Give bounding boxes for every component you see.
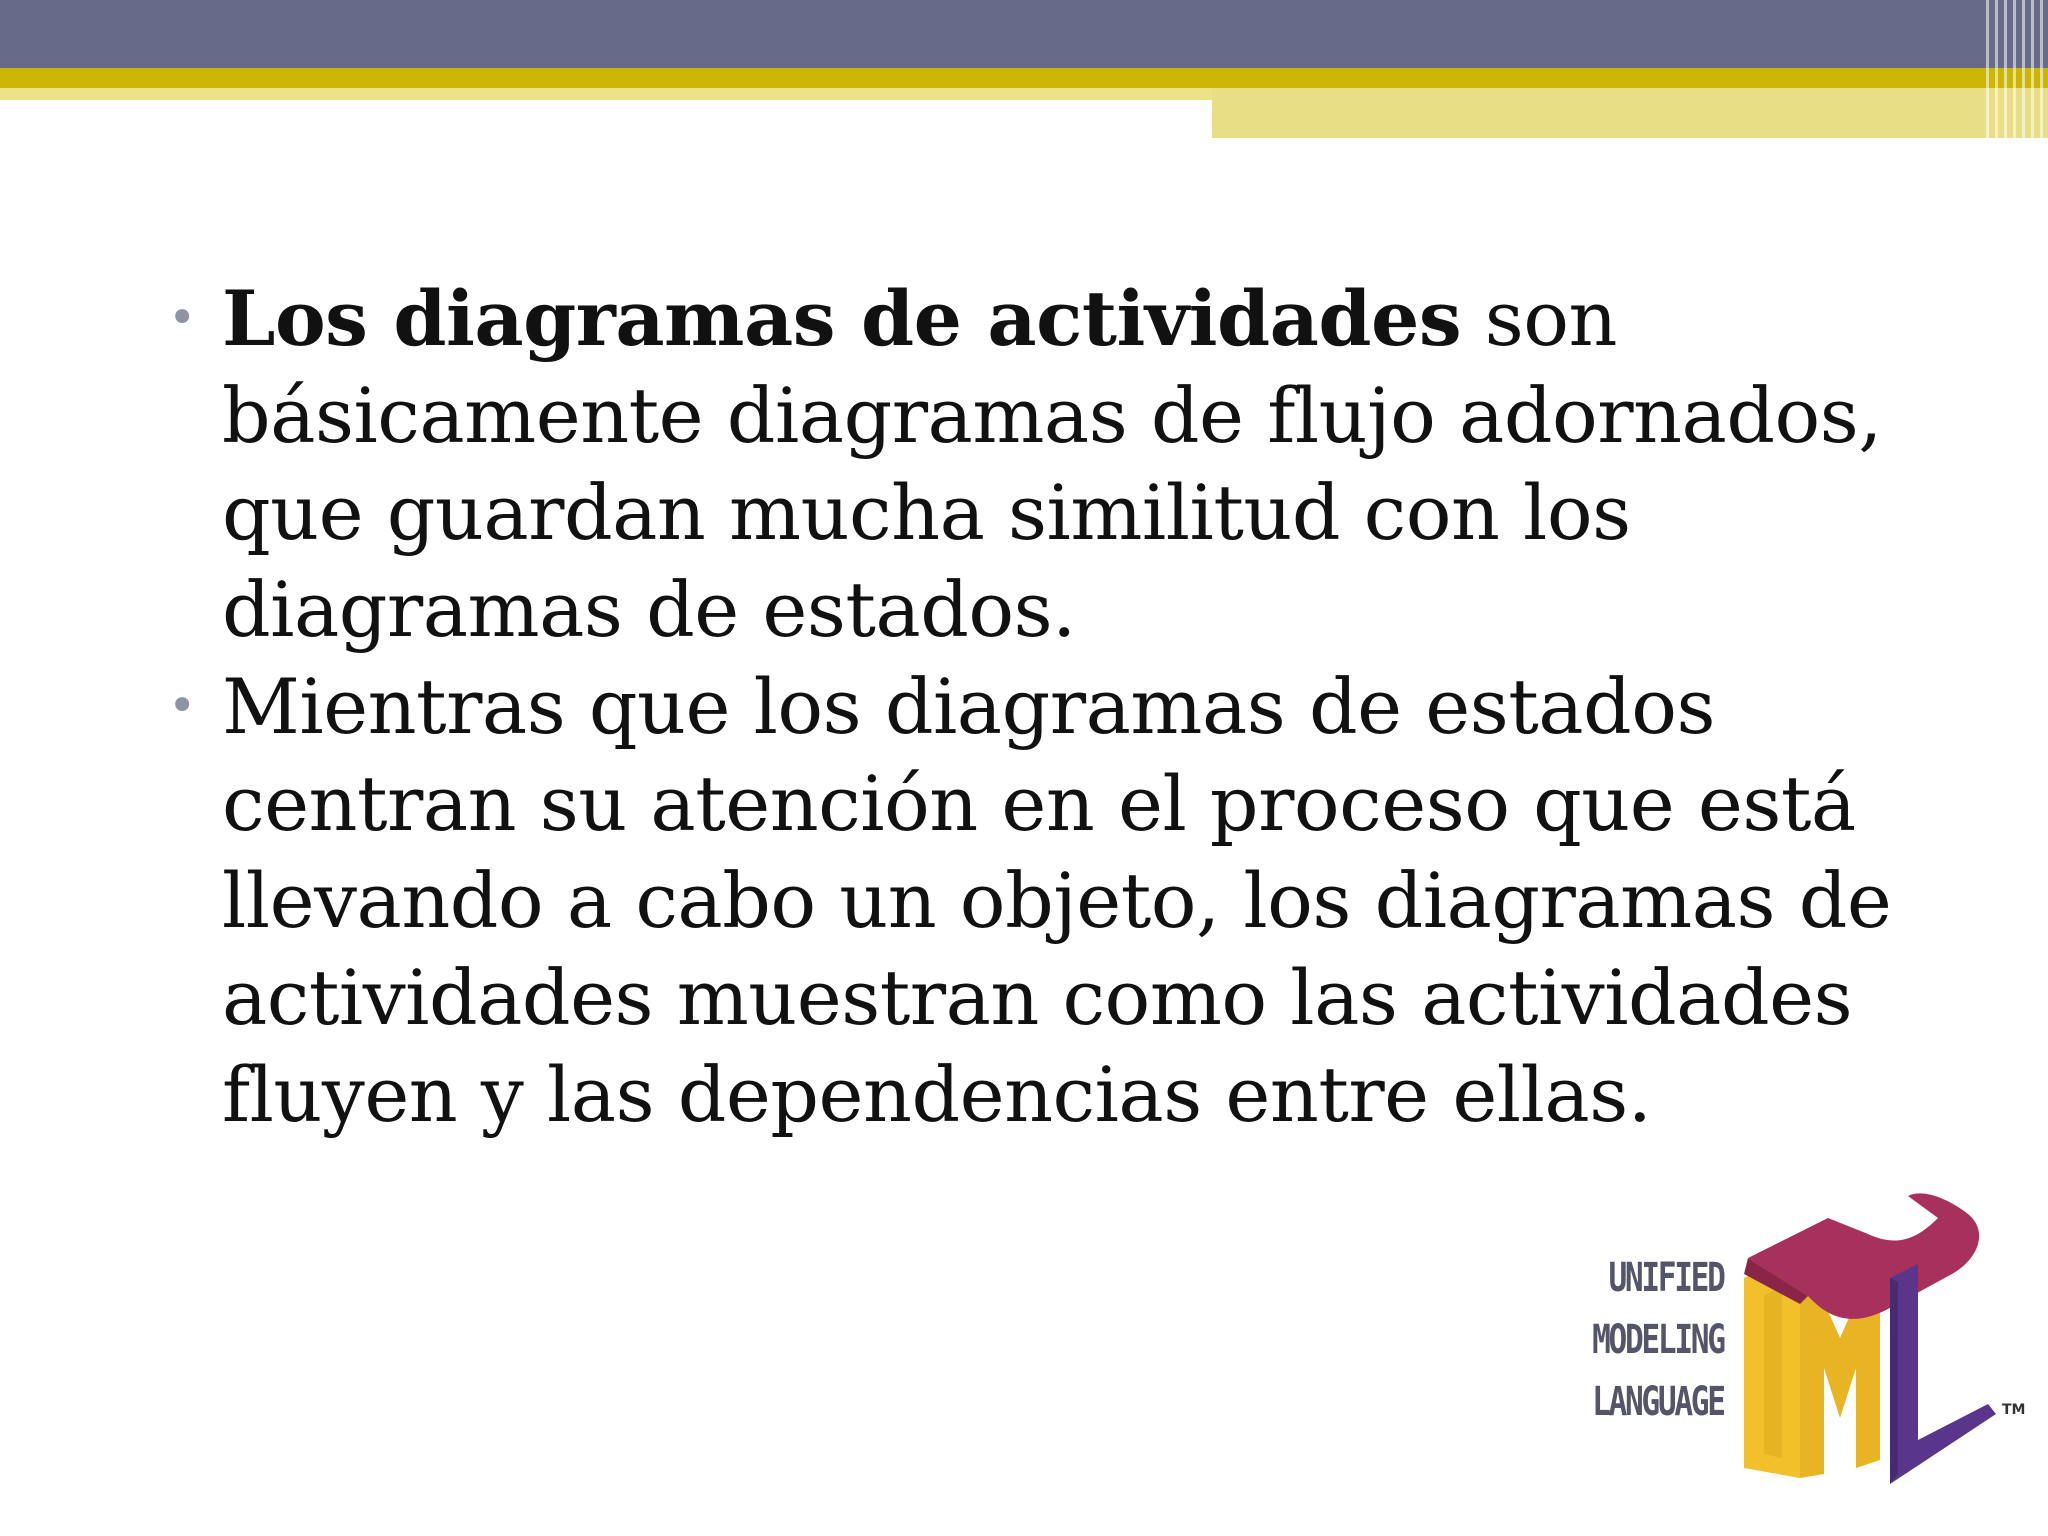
uml-logo-icon xyxy=(1568,1178,2026,1508)
logo-line-unified: UNIFIED xyxy=(1608,1255,1724,1301)
header-pale-block xyxy=(1212,88,2048,138)
logo-line-language: LANGUAGE xyxy=(1592,1379,1724,1425)
bullet-text: son básicamente diagramas de flujo adornados, que guardan mucha similitud con los diagramas de estados. xyxy=(222,274,1882,654)
bullet-item xyxy=(160,658,1920,1143)
logo-l-shape xyxy=(1890,1264,1996,1484)
logo-trademark: TM xyxy=(2002,1402,2026,1418)
bullet-text: Mientras que los diagramas de estados centran su atención en el proceso que está llevando a cabo un objeto, los diagramas de actividades muestran como las actividades fluyen y las dependencias entre ellas. xyxy=(222,662,1892,1139)
bullet-bold-text: Los diagramas de actividades xyxy=(222,274,1462,363)
bullet-dot-icon: • xyxy=(168,678,196,734)
bullet-dot-icon: • xyxy=(168,290,196,346)
bullet-item xyxy=(160,270,1920,658)
logo-line-modeling: MODELING xyxy=(1592,1317,1724,1363)
header-vertical-stripes xyxy=(1986,0,2048,138)
header-gold-stripe xyxy=(0,68,2048,88)
header-pale-stripe xyxy=(0,88,1212,100)
uml-logo xyxy=(1568,1178,2026,1508)
slide-body xyxy=(160,270,1920,1143)
header-bar xyxy=(0,0,2048,68)
